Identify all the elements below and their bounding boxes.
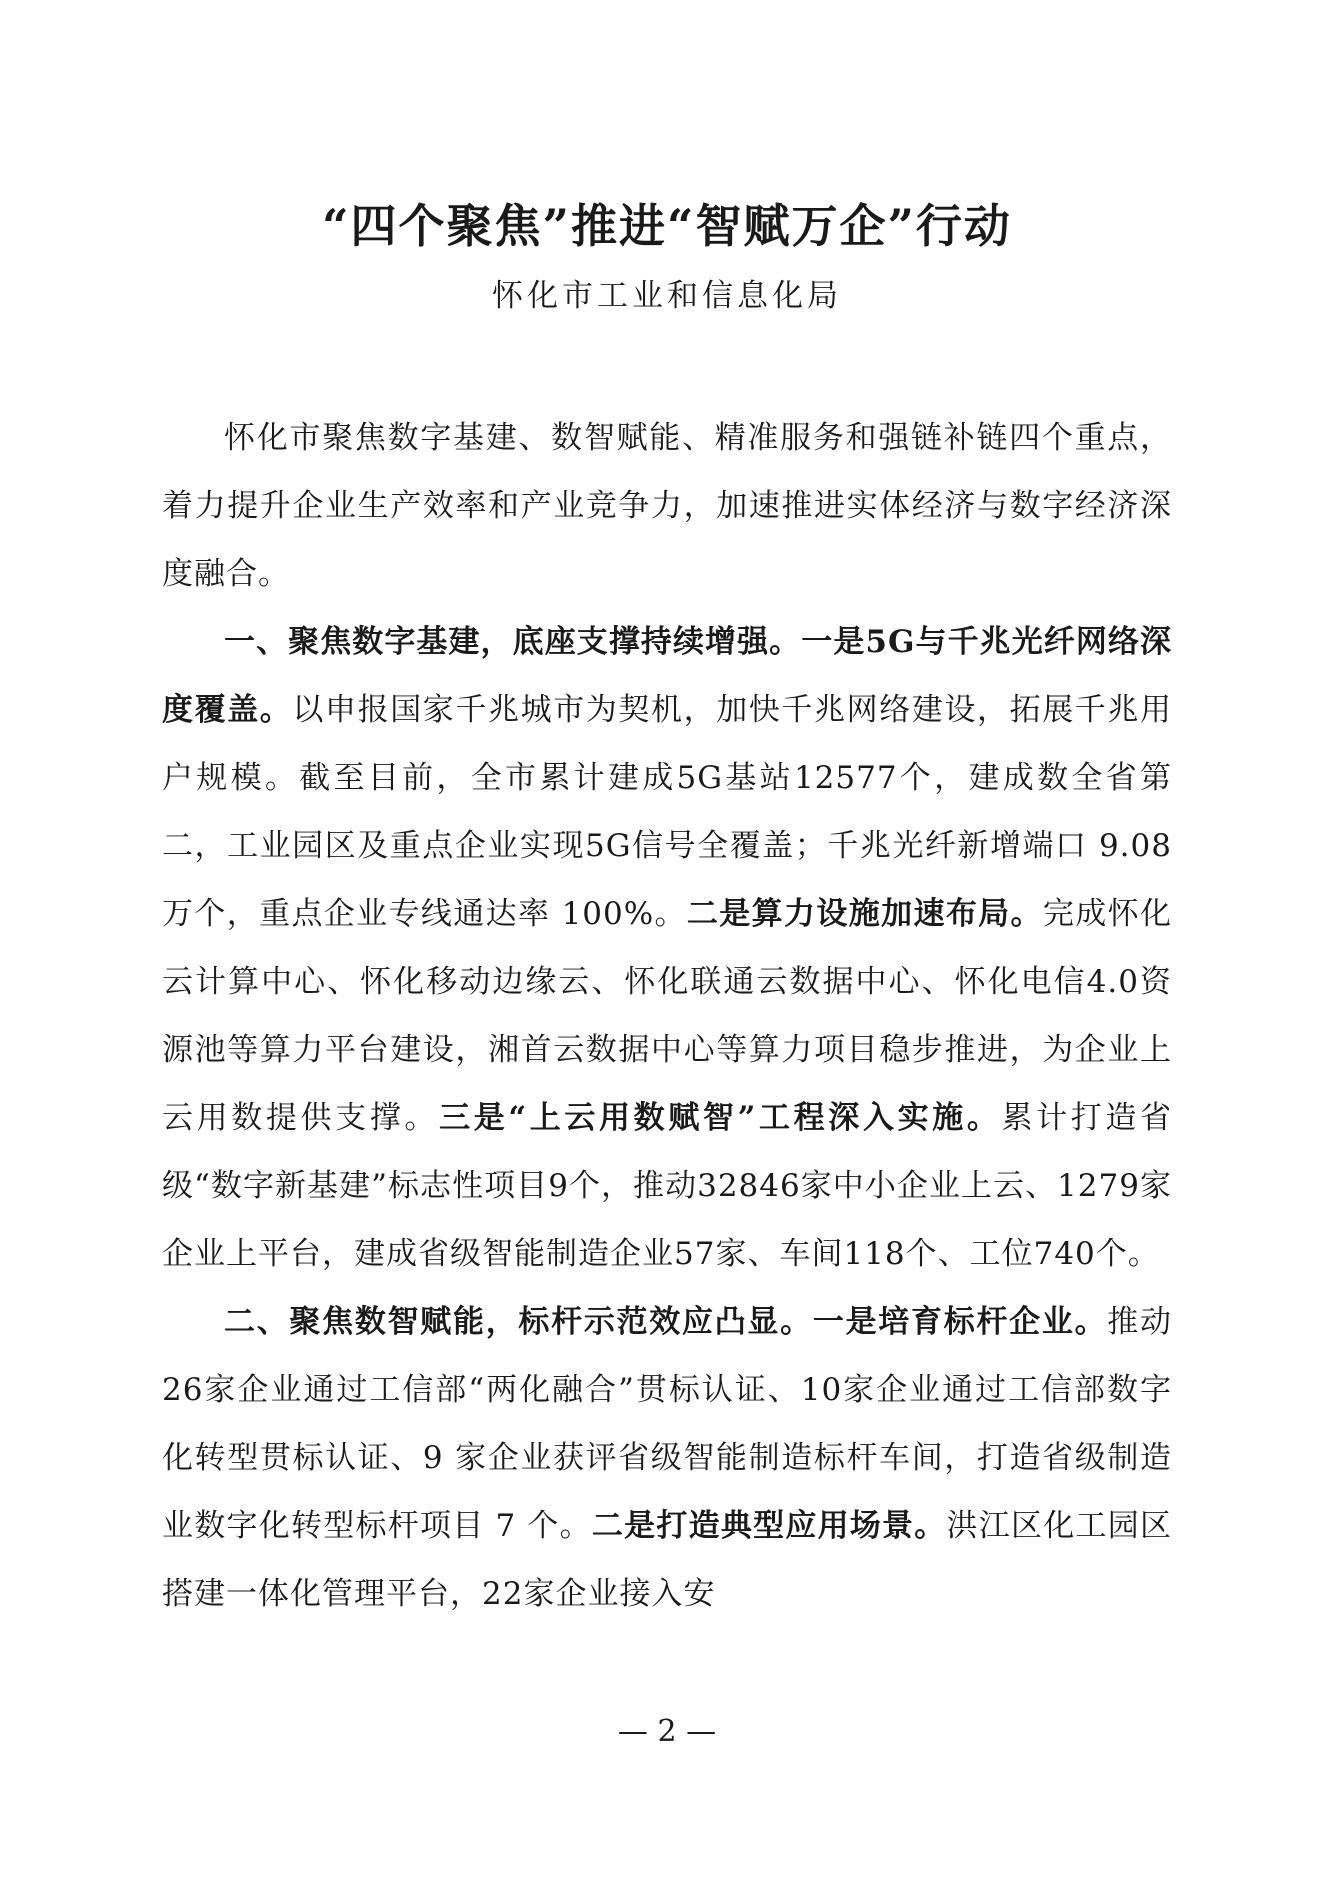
section-1-point-3-text: 累计打造省级“数字新基建”标志性项目9个，推动32846家中小企业上云、1279家企业上平台，建成省级智能制造企业57家、车间118个、工位740个。 — [162, 1100, 1172, 1272]
section-2-paragraph — [162, 1288, 1172, 1628]
section-1-heading: 一、聚焦数字基建，底座支撑持续增强。 — [224, 624, 802, 660]
section-2-point-2-text: 洪江区化工园区搭建一体化管理平台，22家企业接入安 — [162, 1508, 1173, 1612]
section-1-point-3-title: 三是“上云用数赋智”工程深入实施。 — [439, 1100, 1002, 1136]
document-body — [162, 404, 1172, 1628]
section-2-point-1-text: 推动26家企业通过工信部“两化融合”贯标认证、10家企业通过工信部数字化转型贯标认证、9 家企业获评省级智能制造标杆车间，打造省级制造业数字化转型标杆项目 7 个。 — [162, 1304, 1173, 1544]
section-1-point-1-text: 以申报国家千兆城市为契机，加快千兆网络建设，拓展千兆用户规模。截至目前，全市累计建成5G基站12577个，建成数全省第二，工业园区及重点企业实现5G信号全覆盖；千兆光纤新增端口 9.08 万个，重点企业专线通达率 100%。 — [162, 692, 1173, 932]
section-2-point-1-title: 一是培育标杆企业。 — [812, 1304, 1108, 1340]
section-1-point-2-title: 二是算力设施加速布局。 — [686, 896, 1043, 932]
page-number: — 2 — — [617, 1714, 717, 1749]
document-title: “四个聚焦”推进“智赋万企”行动 — [322, 199, 1012, 253]
document-author: 怀化市工业和信息化局 — [492, 278, 842, 314]
intro-paragraph: 怀化市聚焦数字基建、数智赋能、精准服务和强链补链四个重点，着力提升企业生产效率和产业竞争力，加速推进实体经济与数字经济深度融合。 — [162, 420, 1172, 592]
section-1-point-1-title: 一是5G与千兆光纤网络深度覆盖。 — [162, 624, 1173, 728]
section-2-heading: 二、聚焦数智赋能，标杆示范效应凸显。 — [224, 1304, 813, 1340]
section-1-paragraph — [162, 608, 1172, 1288]
section-1-point-2-text: 完成怀化云计算中心、怀化移动边缘云、怀化联通云数据中心、怀化电信4.0资源池等算力平台建设，湘首云数据中心等算力项目稳步推进，为企业上云用数提供支撑。 — [162, 896, 1173, 1136]
section-2-point-2-title: 二是打造典型应用场景。 — [591, 1508, 947, 1544]
